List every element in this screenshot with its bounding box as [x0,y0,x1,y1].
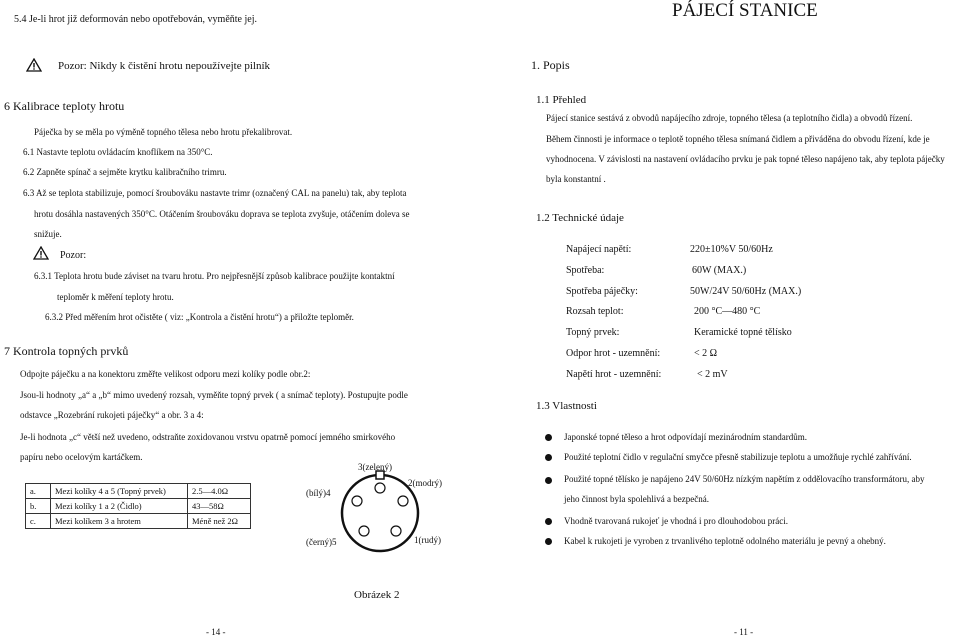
resistance-table [25,483,251,529]
section-1-3-title: 1.3 Vlastnosti [536,400,597,412]
feature-item: Japonské topné těleso a hrot odpovídají mezinárodním standardům. [564,432,807,442]
section-7-p1: Odpojte páječku a na konektoru změřte velikost odporu mezi kolíky podle obr.2: [20,369,311,379]
figure-caption: Obrázek 2 [354,589,400,601]
spec-value: Keramické topné tělísko [694,327,792,338]
overview-line4: byla konstantní . [546,174,606,184]
step-6-3-1-line1: 6.3.1 Teplota hrotu bude záviset na tvaru hrotu. Pro nejpřesnější způsob kalibrace použijte kontaktní [34,271,395,281]
feature-item: Vhodně tvarovaná rukojeť je vhodná i pro dlouhodobou práci. [564,516,789,526]
step-6-2: 6.2 Zapněte spínač a sejměte krytku kalibračního trimru. [23,167,227,177]
overview-line2: Během činnosti je informace o teplotě topného tělesa snímaná čidlem a přiváděna do obvodu řízení, kde je [546,134,930,144]
step-6-3-line3: snižuje. [34,229,62,239]
spec-label: Spotřeba: [566,265,605,276]
warning-icon [26,58,42,72]
pin-4-label: (bílý)4 [306,488,331,498]
section-6-intro: Páječka by se měla po výměně topného tělesa nebo hrotu překalibrovat. [34,127,293,137]
table-cell: c. [26,514,51,529]
warning-file-text: Pozor: Nikdy k čistění hrotu nepoužívejte pilník [58,60,271,72]
table-row [26,484,251,499]
bullet-icon [545,434,552,441]
spec-label: Rozsah teplot: [566,306,624,317]
pin-2-label: 2(modrý) [408,478,442,488]
bullet-icon [545,538,552,545]
pin-5-label: (černý)5 [306,537,337,547]
pin-1-label: 1(rudý) [414,535,441,545]
bullet-icon [545,477,552,484]
bullet-icon [545,518,552,525]
spec-value: 50W/24V 50/60Hz (MAX.) [690,286,802,297]
section-1-2-title: 1.2 Technické údaje [536,212,624,224]
step-6-3-line2: hrotu dosáhla nastavených 350°C. Otáčením šroubováku doprava se teplota zvyšuje, otáčením doleva se [34,209,410,219]
pin-3-label: 3(zelený) [358,462,392,472]
spec-label: Napětí hrot - uzemnění: [566,369,662,380]
table-row [26,499,251,514]
spec-value: 220±10%V 50/60Hz [690,244,773,255]
step-6-3-1-line2: teploměr k měření teploty hrotu. [57,292,174,302]
table-cell: a. [26,484,51,499]
spec-value: 60W (MAX.) [692,265,747,276]
section-6-title: 6 Kalibrace teploty hrotu [4,99,125,113]
section-1-title: 1. Popis [531,58,570,72]
step-6-1: 6.1 Nastavte teplotu ovládacím knoflíkem na 350°C. [23,147,213,157]
pozor-label: Pozor: [60,250,87,261]
table-cell: Méně než 2Ω [188,514,251,529]
page-number-left: - 14 - [206,627,226,637]
feature-item: Použité topné tělísko je napájeno 24V 50/60Hz nízkým napětím z oddělovacího transformátoru, aby [564,474,925,484]
spec-label: Topný prvek: [566,327,620,338]
bullet-icon [545,454,552,461]
page-header: PÁJECÍ STANICE [672,0,818,21]
spec-value: 200 °C—480 °C [694,306,761,317]
table-cell: 43—58Ω [188,499,251,514]
step-6-3-line1: 6.3 Až se teplota stabilizuje, pomocí šroubováku nastavte trimr (označený CAL na panelu) tak, aby teplota [23,188,407,198]
section-1-1-title: 1.1 Přehled [536,94,587,106]
spec-label: Odpor hrot - uzemnění: [566,348,661,359]
table-cell: Mezi kolíky 4 a 5 (Topný prvek) [51,484,188,499]
spec-label: Napájecí napětí: [566,244,632,255]
section-7-p3-line1: Je-li hodnota „c“ větší než uvedeno, odstraňte zoxidovanou vrstvu opatrně pomocí jemného smirkového [20,432,396,442]
spec-label: Spotřeba páječky: [566,286,638,297]
section-7-p2-line1: Jsou-li hodnoty „a“ a „b“ mimo uvedený rozsah, vyměňte topný prvek ( a snímač teploty). Postupujte podle [20,390,408,400]
feature-item: Kabel k rukojeti je vyroben z trvanlivého teplotně odolného materiálu je pevný a ohebný. [564,536,886,546]
table-cell: Mezi kolíky 1 a 2 (Čidlo) [51,499,188,514]
spec-value: < 2 mV [697,369,728,380]
step-6-3-2: 6.3.2 Před měřením hrot očistěte ( viz: „Kontrola a čistění hrotu“) a přiložte teploměr. [45,312,354,322]
table-cell: b. [26,499,51,514]
section-7-title: 7 Kontrola topných prvků [4,344,129,358]
feature-item: Použité teplotní čidlo v regulační smyčce přesně stabilizuje teplotu a umožňuje rychlé zahřívání. [564,452,912,462]
section-7-p2-line2: odstavce „Rozebrání rukojeti páječky“ a obr. 3 a 4: [20,410,204,420]
overview-line1: Pájecí stanice sestává z obvodů napájecího zdroje, topného tělesa (a teplotního čidla) a obvodů řízení. [546,113,913,123]
line-5-4: 5.4 Je-li hrot již deformován nebo opotřebován, vyměňte jej. [14,14,257,25]
table-cell: 2.5—4.0Ω [188,484,251,499]
table-cell: Mezi kolíkem 3 a hrotem [51,514,188,529]
spec-value: < 2 Ω [694,348,718,359]
overview-line3: vyhodnocena. V závislosti na nastavení ovládacího prvku je pak topné těleso napájeno tak, aby teplota páječky [546,154,945,164]
section-7-p3-line2: papíru nebo ocelovým kartáčkem. [20,452,143,462]
table-row [26,514,251,529]
page-number-right: - 11 - [734,627,754,637]
feature-item-continuation: jeho činnost byla spolehlivá a bezpečná. [564,494,709,504]
warning-icon [33,246,49,260]
